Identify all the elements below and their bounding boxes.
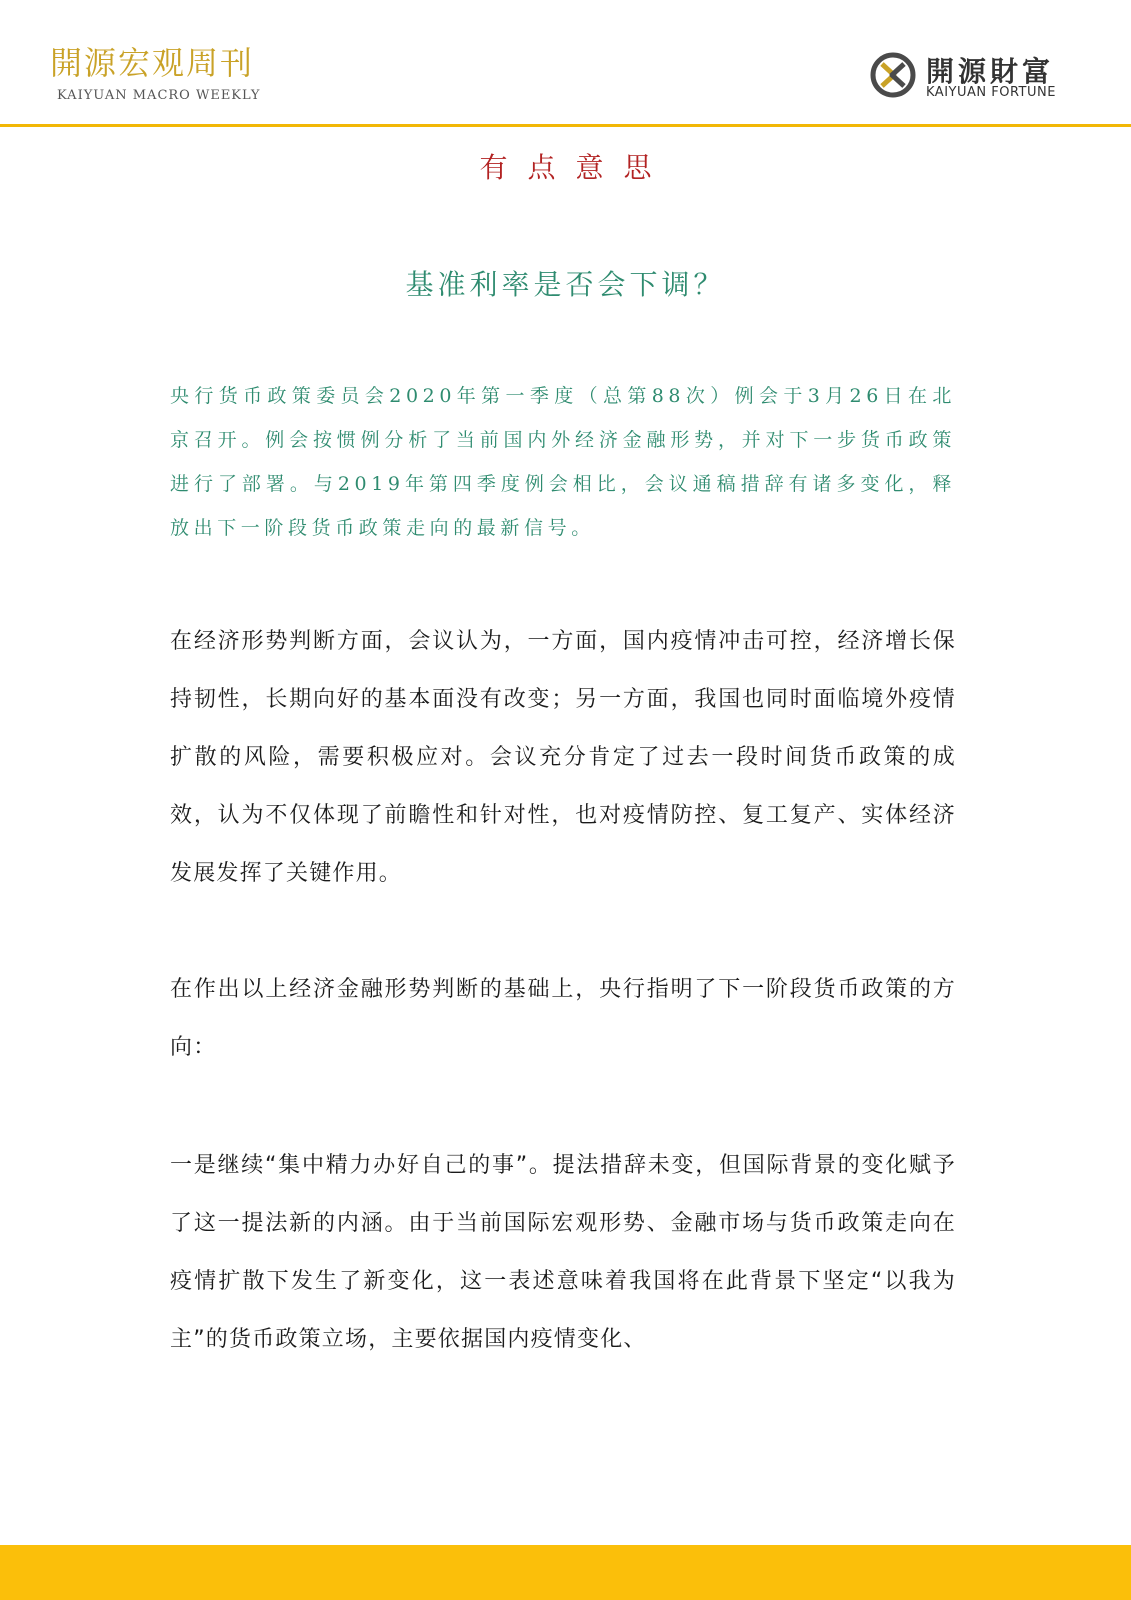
company-logo: [868, 50, 1083, 104]
logo-text-cn: 開源財富: [926, 55, 1055, 88]
body-paragraph-2: 在作出以上经济金融形势判断的基础上，央行指明了下一阶段货币政策的方向：: [170, 977, 956, 1060]
header-title: 開源宏观周刊: [50, 44, 255, 82]
logo-text-en: KAIYUAN FORTUNE: [926, 85, 1056, 100]
body-paragraph-3: 一是继续“集中精力办好自己的事”。提法措辞未变，但国际背景的变化赋予了这一提法新的内涵。由于当前国际宏观形势、金融市场与货币政策走向在疫情扩散下发生了新变化，这一表述意味着我国将在此背景下坚定“以我为主”的货币政策立场，主要依据国内疫情变化、: [170, 1153, 956, 1352]
section-title: 有点意思: [479, 151, 672, 184]
footer-bar: [0, 1545, 1131, 1600]
header-divider: [0, 124, 1131, 127]
article-abstract: 央行货币政策委员会2020年第一季度（总第88次）例会于3月26日在北京召开。例会按惯例分析了当前国内外经济金融形势，并对下一步货币政策进行了部署。与2019年第四季度例会相比，会议通稿措辞有诸多变化，释放出下一阶段货币政策走向的最新信号。: [170, 385, 956, 539]
kaiyuan-logo-icon: [868, 50, 918, 100]
header-subtitle: KAIYUAN MACRO WEEKLY: [57, 88, 261, 103]
article-title: 基准利率是否会下调？: [405, 268, 726, 301]
body-paragraph-1: 在经济形势判断方面，会议认为，一方面，国内疫情冲击可控，经济增长保持韧性，长期向好的基本面没有改变；另一方面，我国也同时面临境外疫情扩散的风险，需要积极应对。会议充分肯定了过去一段时间货币政策的成效，认为不仅体现了前瞻性和针对性，也对疫情防控、复工复产、实体经济发展发挥了关键作用。: [170, 629, 956, 886]
